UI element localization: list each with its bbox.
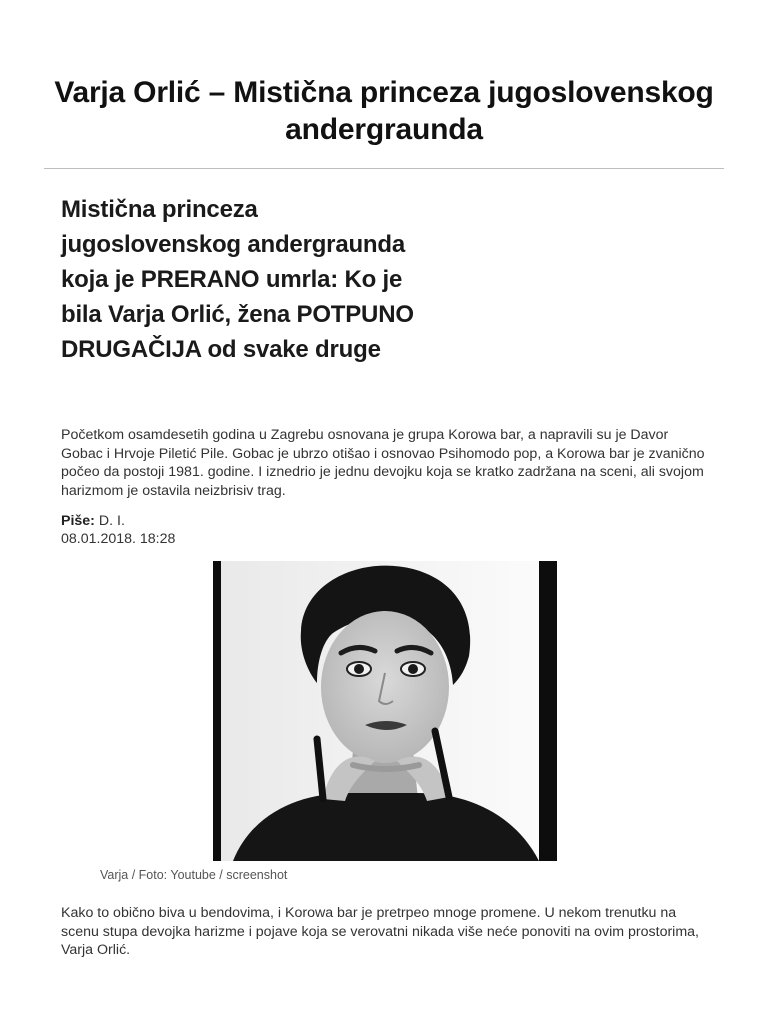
byline [61, 512, 125, 531]
author-name: D. I. [98, 513, 125, 529]
article-lead: Početkom osamdesetih godina u Zagrebu osnovana je grupa Korowa bar, a napravili su je Davor Gobac i Hrvoje Piletić Pile. Gobac je ubrzo otišao i osnovao Psihomodo pop, a Korowa bar je zvanično počeo da postoji 1981. godine. I iznedrio je jednu devojku koja se kratko zadržana na sceni, ali svojom harizmom je ostavila neizbrisiv trag. [61, 427, 705, 499]
photo-caption: Varja / Foto: Youtube / screenshot [100, 868, 288, 882]
publish-date: 08.01.2018. 18:28 [61, 531, 176, 547]
divider [44, 168, 724, 169]
author-label: Piše: [61, 513, 95, 529]
portrait-image [213, 561, 557, 861]
article-body: Kako to obično biva u bendovima, i Korowa bar je pretrpeo mnoge promene. U nekom trenutku na scenu stupa devojka harizme i pojave koja se verovatni nikada više neće ponoviti na ovim prostorima, Varja Orlić. [61, 905, 699, 958]
article-headline: Mistična princeza jugoslovenskog andergraunda koja je PRERANO umrla: Ko je bila Varja Orlić, žena POTPUNO DRUGAČIJA od svake druge [61, 196, 414, 363]
page-title: Varja Orlić – Mistična princeza jugoslovenskog andergraunda [54, 76, 714, 146]
article-photo [213, 561, 557, 861]
